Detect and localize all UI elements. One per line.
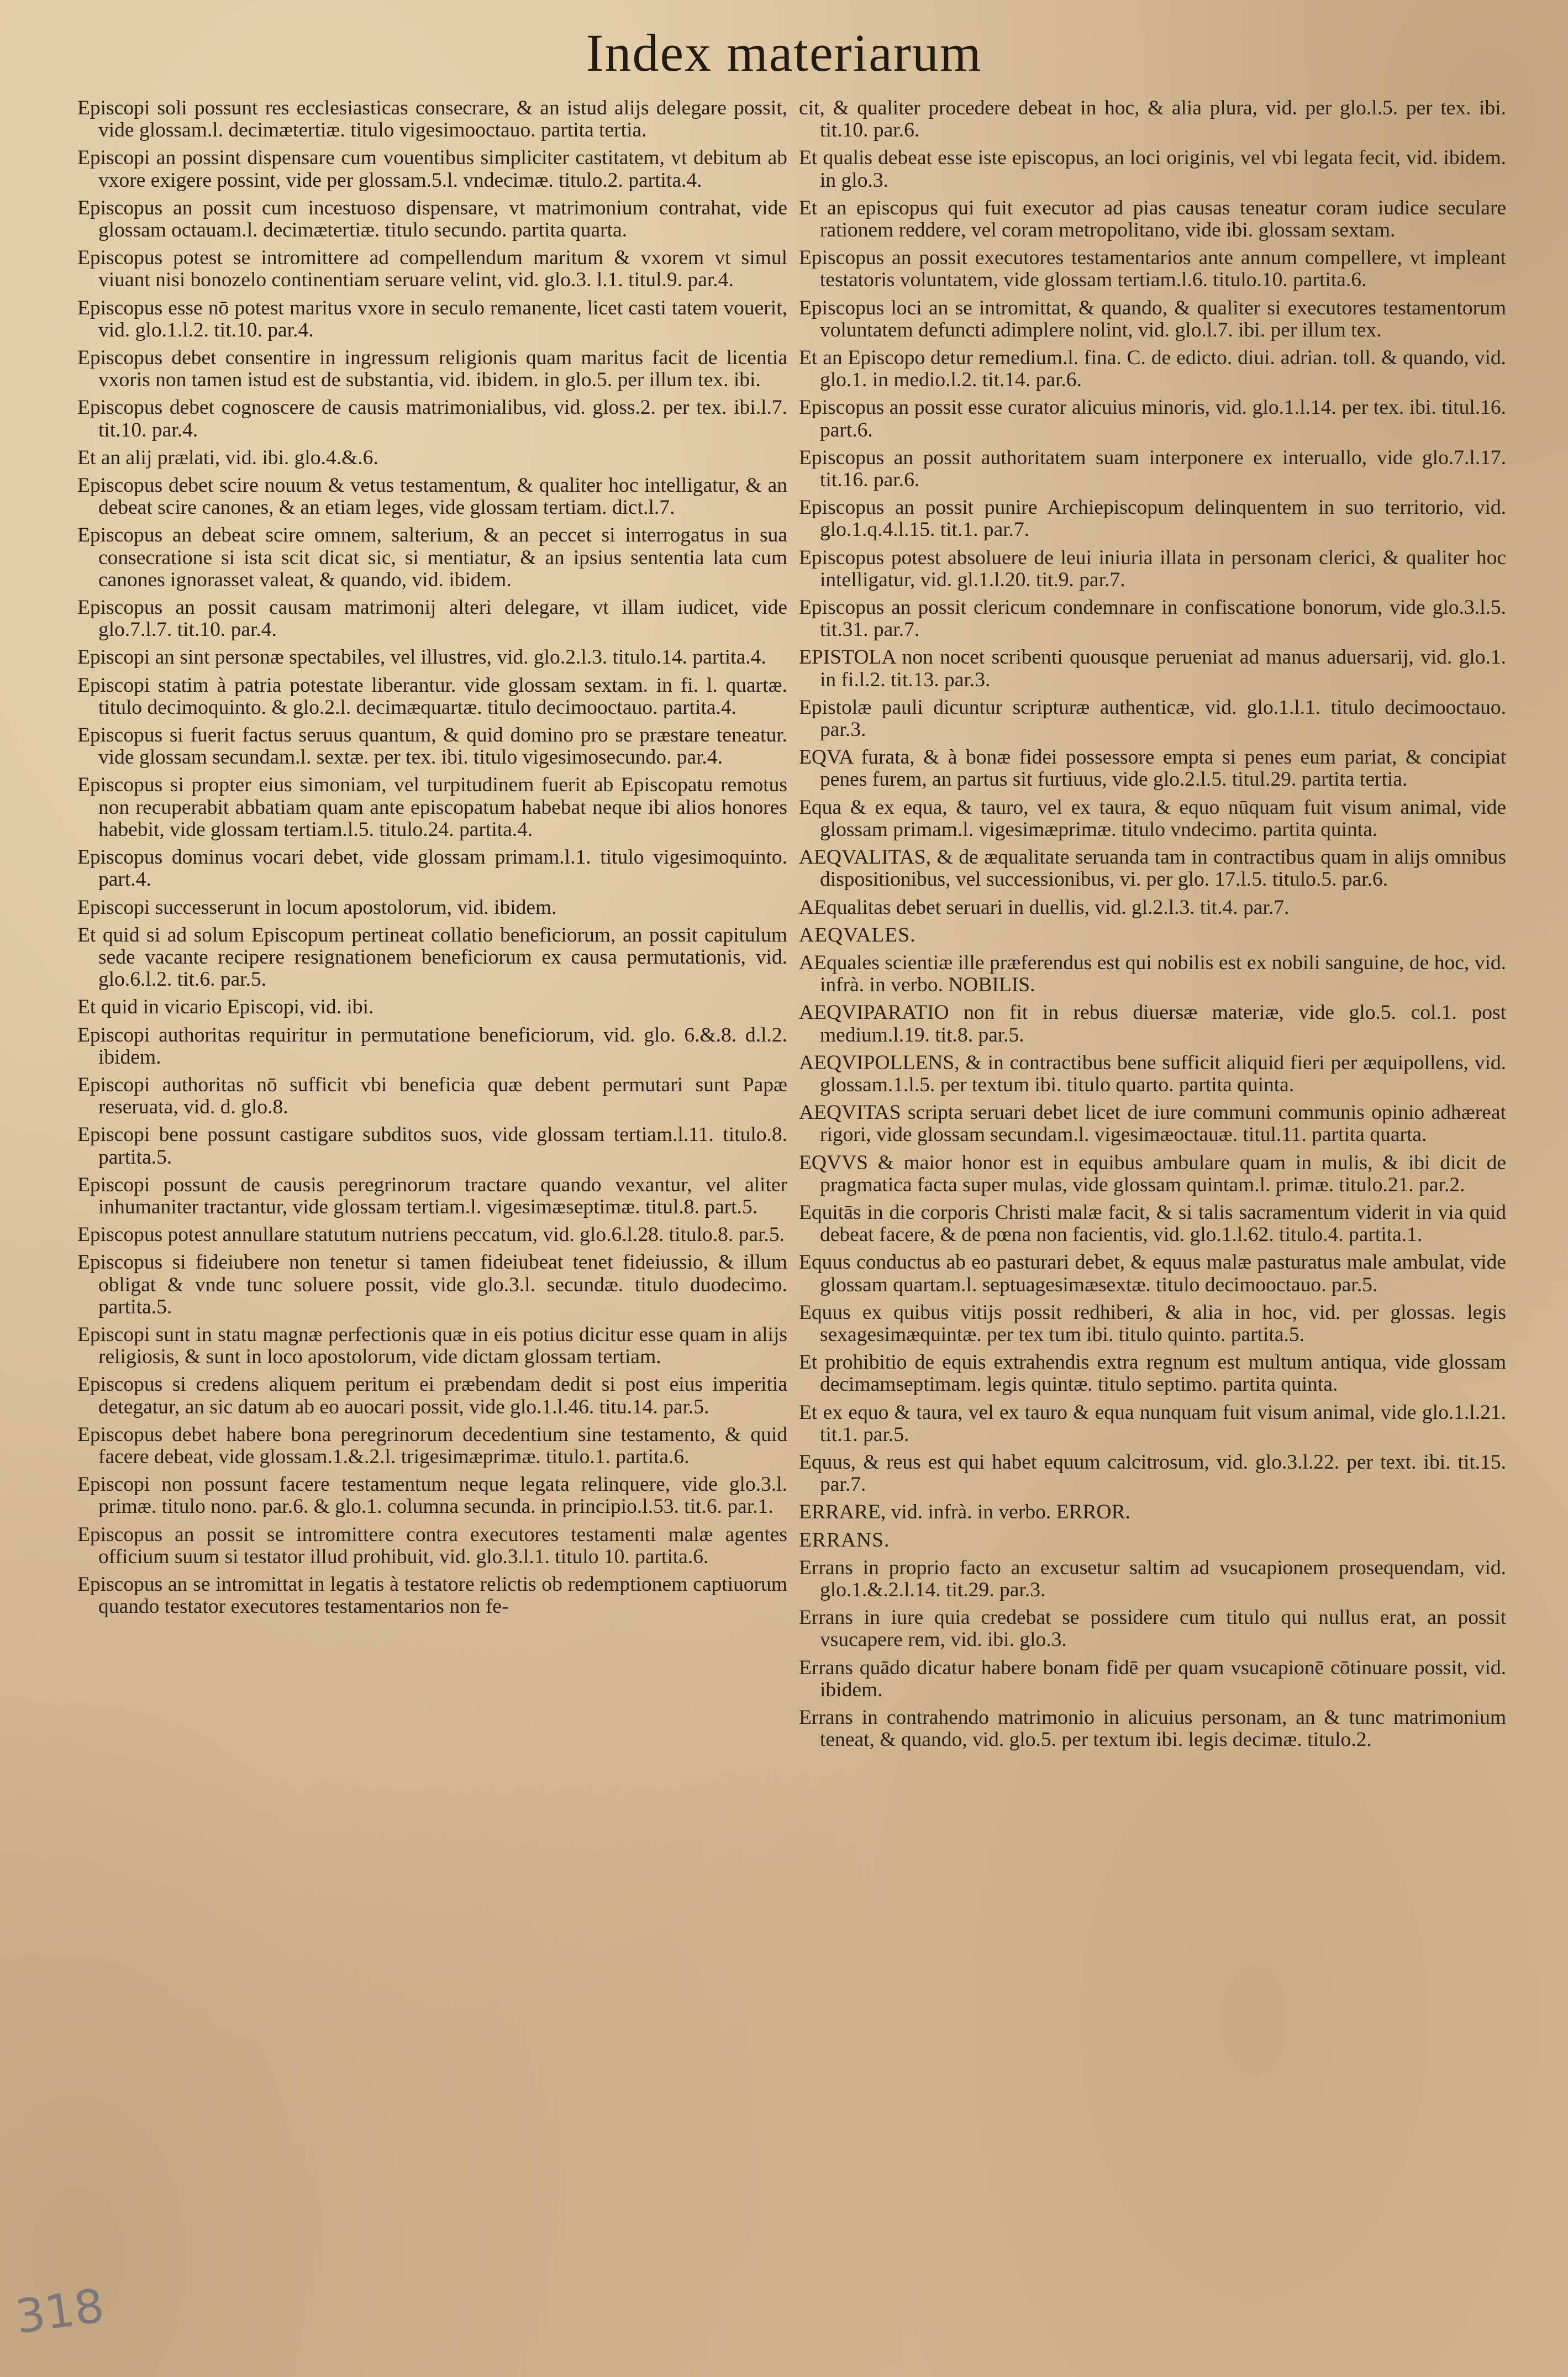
index-entry: Episcopus debet consentire in ingressum religionis quam maritus facit de licentia vxoris non tamen istud est de substantia, vid. ibidem. in glo.5. per illum tex. ibi. — [77, 346, 787, 392]
index-entry: Episcopi authoritas requiritur in permutatione beneficiorum, vid. glo. 6.&.8. d.l.2. ibidem. — [77, 1023, 787, 1069]
index-entry: Et an Episcopo detur remedium.l. fina. C. de edicto. diui. adrian. toll. & quando, vid. glo.1. in medio.l.2. tit.14. par.6. — [799, 346, 1506, 392]
page-title: Index materiarum — [586, 23, 982, 82]
index-entry: Equus conductus ab eo pasturari debet, & equus malæ pasturatus male ambulat, vide glossam quartam.l. septuagesimæsextæ. titulo decimooctauo. par.5. — [799, 1251, 1506, 1296]
index-entry: Equus, & reus est qui habet equum calcitrosum, vid. glo.3.l.22. per text. ibi. tit.15. par.7. — [799, 1450, 1506, 1496]
index-entry: Errans in iure quia credebat se possidere cum titulo qui nullus erat, an possit vsucapere rem, vid. ibi. glo.3. — [799, 1606, 1506, 1652]
index-entry: Episcopus an possit punire Archiepiscopum delinquentem in suo territorio, vid. glo.1.q.4.l.15. tit.1. par.7. — [799, 496, 1506, 541]
index-entry: Episcopus si credens aliquem peritum ei præbendam dedit si post eius imperitia detegatur, an sic datum ab eo auocari possit, vide glo.1.l.46. titu.14. par.5. — [77, 1373, 787, 1418]
index-entry: Episcopi an possint dispensare cum vouentibus simpliciter castitatem, vt debitum ab vxore exigere possint, vide per glossam.5.l. vndecimæ. titulo.2. partita.4. — [77, 146, 787, 192]
index-entry: EPISTOLA non nocet scribenti quousque perueniat ad manus aduersarij, vid. glo.1. in fi.l.2. tit.13. par.3. — [799, 646, 1506, 691]
index-entry: Episcopus debet scire nouum & vetus testamentum, & qualiter hoc intelligatur, & an debeat scire canones, & an etiam leges, vide glossam tertiam. dict.l.7. — [77, 474, 787, 519]
index-entry: Episcopus an possit cum incestuoso dispensare, vt matrimonium contrahat, vide glossam octauam.l. decimætertiæ. titulo secundo. partita quarta. — [77, 196, 787, 242]
index-entry: Episcopi an sint personæ spectabiles, vel illustres, vid. glo.2.l.3. titulo.14. partita.4. — [77, 646, 766, 669]
index-entry: Episcopi possunt de causis peregrinorum tractare quando vexantur, vel aliter inhumaniter tractantur, vide glossam tertiam.l. vigesimæseptimæ. titul.8. part.5. — [77, 1173, 787, 1218]
index-entry: AEQVIPARATIO non fit in rebus diuersæ materiæ, vide glo.5. col.1. post medium.l.19. tit.8. par.5. — [799, 1001, 1506, 1046]
index-entry: Episcopus an possit esse curator alicuius minoris, vid. glo.1.l.14. per tex. ibi. titul.16. part.6. — [799, 396, 1506, 441]
index-entry: Errans in proprio facto an excusetur saltim ad vsucapionem prosequendam, vid. glo.1.&.2.l.14. tit.29. par.3. — [799, 1556, 1506, 1601]
left-index-column — [77, 97, 787, 1623]
index-entry: Episcopus si fideiubere non tenetur si tamen fideiubeat tenet fideiussio, & illum obligat & vnde tunc soluere possit, vide glo.3.l. secundæ. titulo duodecimo. partita.5. — [77, 1251, 787, 1318]
index-entry: Episcopus debet habere bona peregrinorum decedentium sine testamento, & quid facere debeat, vide glossam.1.&.2.l. trigesimæprimæ. titulo.1. partita.6. — [77, 1423, 787, 1468]
index-entry: Et quid in vicario Episcopi, vid. ibi. — [77, 996, 374, 1019]
index-entry: Epistolæ pauli dicuntur scripturæ authenticæ, vid. glo.1.l.1. titulo decimooctauo. par.3. — [799, 696, 1506, 742]
index-entry: AEQVIPOLLENS, & in contractibus bene sufficit aliquid fieri per æquipollens, vid. glossam.1.l.5. per textum ibi. titulo quarto. partita quinta. — [799, 1051, 1506, 1096]
index-heading: ERRANS. — [799, 1528, 890, 1552]
index-entry: Episcopus esse nō potest maritus vxore in seculo remanente, licet casti tatem vouerit, vid. glo.1.l.2. tit.10. par.4. — [77, 296, 787, 341]
index-entry: Episcopus potest se intromittere ad compellendum maritum & vxorem vt simul viuant nisi bonozelo continentiam seruare velint, vid. glo.3. l.1. titul.9. par.4. — [77, 246, 787, 292]
index-entry: cit, & qualiter procedere debeat in hoc, & alia plura, vid. per glo.l.5. per tex. ibi. tit.10. par.6. — [799, 97, 1506, 142]
index-entry: Episcopus an possit causam matrimonij alteri delegare, vt illam iudicet, vide glo.7.l.7. tit.10. par.4. — [77, 596, 787, 641]
index-entry: Episcopus si propter eius simoniam, vel turpitudinem fuerit ab Episcopatu remotus non recuperabit abbatiam quam ante episcopatum habebat neque ibi alios honores habebit, vide glossam tertiam.l.5. titulo.24. partita.4. — [77, 774, 787, 841]
index-entry: Et qualis debeat esse iste episcopus, an loci originis, vel vbi legata fecit, vid. ibidem. in glo.3. — [799, 146, 1506, 192]
handwritten-folio-number: 318 — [12, 2278, 108, 2344]
index-entry: Episcopus an debeat scire omnem, salterium, & an peccet si interrogatus in sua consecratione si ista scit dicat sic, si mentiatur, & an ipsius sententia lata cum canones ignorasset valeat, & quando, vid. ibidem. — [77, 524, 787, 591]
index-entry: AEquales scientiæ ille præferendus est qui nobilis est ex nobili sanguine, de hoc, vid. infrà. in verbo. NOBILIS. — [799, 951, 1506, 997]
index-entry: AEqualitas debet seruari in duellis, vid. gl.2.l.3. tit.4. par.7. — [799, 896, 1290, 919]
index-entry: Episcopus potest annullare statutum nutriens peccatum, vid. glo.6.l.28. titulo.8. par.5. — [77, 1223, 785, 1247]
index-entry: Episcopus an possit se intromittere contra executores testamenti malæ agentes officium suum si testator illud prohibuit, vid. glo.3.l.1. titulo 10. partita.6. — [77, 1523, 787, 1568]
index-entry: Episcopus an possit clericum condemnare in confiscatione bonorum, vide glo.3.l.5. tit.31. par.7. — [799, 596, 1506, 641]
index-entry: Episcopi soli possunt res ecclesiasticas consecrare, & an istud alijs delegare possit, vide glossam.l. decimætertiæ. titulo vigesimooctauo. partita tertia. — [77, 97, 787, 142]
index-entry: Episcopus loci an se intromittat, & quando, & qualiter si executores testamentorum voluntatem defuncti adimplere nolint, vid. glo.l.7. ibi. per illum tex. — [799, 296, 1506, 341]
index-entry: EQVA furata, & à bonæ fidei possessore empta si penes eum pariat, & concipiat penes furem, an partus sit furtiuus, vide glo.2.l.5. titul.29. partita tertia. — [799, 746, 1506, 791]
index-entry: Et ex equo & taura, vel ex tauro & equa nunquam fuit visum animal, vide glo.1.l.21. tit.1. par.5. — [799, 1401, 1506, 1446]
index-entry: Equus ex quibus vitijs possit redhiberi, & alia in hoc, vid. per glossas. legis sexagesimæquintæ. per tex tum ibi. titulo quinto. partita.5. — [799, 1301, 1506, 1346]
right-index-column — [799, 97, 1506, 1757]
index-entry: Episcopus dominus vocari debet, vide glossam primam.l.1. titulo vigesimoquinto. part.4. — [77, 846, 787, 891]
index-entry: Episcopus an se intromittat in legatis à testatore relictis ob redemptionem captiuorum quando testator executores testamentarios non fe- — [77, 1573, 787, 1618]
index-entry: Errans in contrahendo matrimonio in alicuius personam, an & tunc matrimonium teneat, & quando, vid. glo.5. per textum ibi. legis decimæ. titulo.2. — [799, 1706, 1506, 1752]
index-entry: Episcopus an possit authoritatem suam interponere ex interuallo, vide glo.7.l.17. tit.16. par.6. — [799, 446, 1506, 492]
index-entry: Et quid si ad solum Episcopum pertineat collatio beneficiorum, an possit capitulum sede vacante recipere resignationem beneficiorum ex causa permutationis, vid. glo.6.l.2. tit.6. par.5. — [77, 923, 787, 991]
index-entry: Episcopi authoritas nō sufficit vbi beneficia quæ debent permutari sunt Papæ reseruata, vid. d. glo.8. — [77, 1073, 787, 1119]
index-entry: EQVVS & maior honor est in equibus ambulare quam in mulis, & ibi dicit de pragmatica facta super mulas, vide glossam quintam.l. primæ. titulo.21. par.2. — [799, 1151, 1506, 1196]
index-entry: AEQVALITAS, & de æqualitate seruanda tam in contractibus quam in alijs omnibus dispositionibus, vel successionibus, vi. per glo. 17.l.5. titulo.5. par.6. — [799, 846, 1506, 891]
index-entry: Episcopus an possit executores testamentarios ante annum compellere, vt impleant testatoris voluntatem, vide glossam tertiam.l.6. titulo.10. partita.6. — [799, 246, 1506, 292]
index-entry: Episcopi non possunt facere testamentum neque legata relinquere, vide glo.3.l. primæ. titulo nono. par.6. & glo.1. columna secunda. in principio.l.53. tit.6. par.1. — [77, 1473, 787, 1518]
index-entry: Equitās in die corporis Christi malæ facit, & si talis sacramentum viderit in via quid debeat facere, & de pœna non facientis, vid. glo.1.l.62. titulo.4. partita.1. — [799, 1201, 1506, 1247]
index-entry: Episcopus potest absoluere de leui iniuria illata in personam clerici, & qualiter hoc intelligatur, vid. gl.1.l.20. tit.9. par.7. — [799, 546, 1506, 591]
index-entry: Episcopus debet cognoscere de causis matrimonialibus, vid. gloss.2. per tex. ibi.l.7. tit.10. par.4. — [77, 396, 787, 441]
index-entry: Equa & ex equa, & tauro, vel ex taura, & equo nūquam fuit visum animal, vide glossam primam.l. vigesimæprimæ. titulo vndecimo. partita quinta. — [799, 796, 1506, 841]
index-entry: AEQVITAS scripta seruari debet licet de iure communi communis opinio adhæreat rigori, vide glossam secundam.l. vigesimæoctauæ. titul.11. partita quarta. — [799, 1101, 1506, 1147]
index-entry: Episcopus si fuerit factus seruus quantum, & quid domino pro se præstare teneatur. vide glossam secundam.l. sextæ. per tex. ibi. titulo vigesimosecundo. par.4. — [77, 724, 787, 769]
index-entry: Episcopi statim à patria potestate liberantur. vide glossam sextam. in fi. l. quartæ. titulo decimoquinto. & glo.2.l. decimæquartæ. titulo decimooctauo. partita.4. — [77, 674, 787, 719]
index-entry: Et prohibitio de equis extrahendis extra regnum est multum antiqua, vide glossam decimamseptimam. legis quintæ. titulo septimo. partita quinta. — [799, 1351, 1506, 1396]
index-entry: Errans quādo dicatur habere bonam fidē per quam vsucapionē cōtinuare possit, vid. ibidem. — [799, 1656, 1506, 1701]
index-entry: Episcopi successerunt in locum apostolorum, vid. ibidem. — [77, 896, 557, 919]
index-heading: AEQVALES. — [799, 923, 916, 946]
index-entry: Et an episcopus qui fuit executor ad pias causas teneatur coram iudice seculare rationem reddere, vel coram metropolitano, vide ibi. glossam sextam. — [799, 196, 1506, 242]
index-entry: Episcopi sunt in statu magnæ perfectionis quæ in eis potius dicitur esse quam in alijs religiosis, & sunt in loco apostolorum, vide dictam glossam tertiam. — [77, 1323, 787, 1369]
index-entry: Et an alij prælati, vid. ibi. glo.4.&.6. — [77, 446, 378, 469]
index-entry: ERRARE, vid. infrà. in verbo. ERROR. — [799, 1501, 1130, 1524]
index-entry: Episcopi bene possunt castigare subditos suos, vide glossam tertiam.l.11. titulo.8. partita.5. — [77, 1123, 787, 1169]
